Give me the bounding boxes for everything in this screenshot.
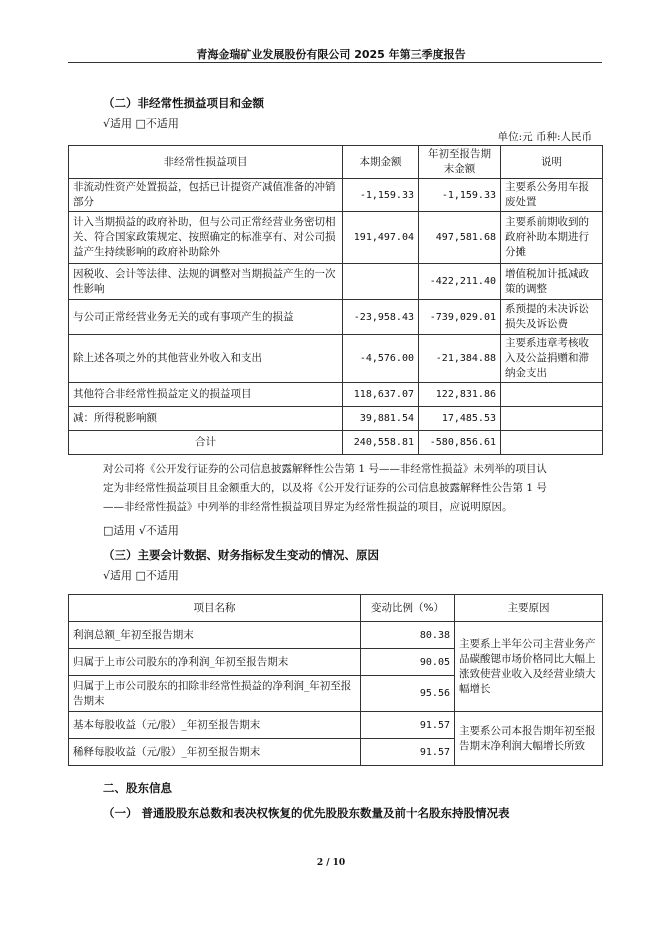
explanation-paragraph: 对公司将《公开发行证券的公司信息披露解释性公告第 1 号——非经常性损益》未列举的项目认 定为非经常性损益项目且金额重大的，以及将《公开发行证券的公司信息披露解释性公告第 1 号 ——非经常性损益》中列举的非经常性损益项目界定为经常性损益的项目，应说明原因。 [103, 463, 547, 513]
reason-cell-1: 主要系上半年公司主营业务产品碳酸锶市场价格同比大幅上涨致使营业收入及经营业绩大幅增长 [455, 622, 603, 712]
table-row: 利润总额_年初至报告期末 80.38 主要系上半年公司主营业务产品碳酸锶市场价格同比大幅上涨致使营业收入及经营业绩大幅增长 [69, 622, 603, 649]
nonrecurring-table [68, 145, 603, 455]
applicability-paragraph: □适用 √不适用 [103, 524, 179, 537]
section-title-changes: （三）主要会计数据、财务指标发生变动的情况、原因 [103, 548, 379, 562]
page-number: 2 / 10 [316, 858, 346, 868]
table-row: 与公司正常经营业务无关的或有事项产生的损益 -23,958.43 -739,029.01 系预提的未决诉讼损失及诉讼费 [69, 300, 603, 335]
table-row: 归属于上市公司股东的扣除非经常性损益的净利润_年初至报告期末 95.56 [69, 676, 603, 712]
table-row: 基本每股收益（元/股）_年初至报告期末 91.57 主要系公司本报告期年初至报告期末净利润大幅增长所致 [69, 712, 603, 739]
unit-label: 单位:元 币种:人民币 [497, 131, 592, 143]
col-header-current: 本期金额 [343, 146, 419, 179]
table-row: 计入当期损益的政府补助，但与公司正常经营业务密切相关、符合国家政策规定、按照确定的标准享有、对公司损益产生持续影响的政府补助除外 191,497.04 497,581.68 主要系前期收到的政府补助本期进行分摊 [69, 212, 603, 264]
table-row: 因税收、会计等法律、法规的调整对当期损益产生的一次性影响 -422,211.40 增值税加计抵减政策的调整 [69, 264, 603, 300]
section-subtitle-shareholders: （一） 普通股股东总数和表决权恢复的优先股股东数量及前十名股东持股情况表 [103, 806, 510, 820]
table-row: 减：所得税影响额 39,881.54 17,485.53 [69, 407, 603, 431]
col-header-note: 说明 [501, 146, 603, 179]
section-title-nonrecurring: （二）非经常性损益项目和金额 [103, 96, 264, 110]
col-header-ratio: 变动比例（%） [361, 595, 455, 622]
reason-cell-2: 主要系公司本报告期年初至报告期末净利润大幅增长所致 [455, 712, 603, 766]
table-row: 除上述各项之外的其他营业外收入和支出 -4,576.00 -21,384.88 主要系违章考核收入及公益捐赠和滞纳金支出 [69, 335, 603, 383]
page-header: 青海金瑞矿业发展股份有限公司 2025 年第三季度报告 [196, 48, 466, 61]
section-title-shareholders: 二、股东信息 [103, 781, 172, 795]
col-header-reason: 主要原因 [455, 595, 603, 622]
header-divider [68, 62, 602, 63]
applicability-nonrecurring: √适用 □不适用 [103, 117, 179, 130]
table-row: 归属于上市公司股东的净利润_年初至报告期末 90.05 [69, 649, 603, 676]
table-row: 稀释每股收益（元/股）_年初至报告期末 91.57 [69, 739, 603, 766]
col-header-ytd: 年初至报告期末金额 [419, 146, 501, 179]
col-header-item: 项目名称 [69, 595, 361, 622]
table-row: 其他符合非经常性损益定义的损益项目 118,637.07 122,831.86 [69, 383, 603, 407]
applicability-changes: √适用 □不适用 [103, 569, 179, 582]
col-header-item: 非经常性损益项目 [69, 146, 343, 179]
table-row: 非流动性资产处置损益，包括已计提资产减值准备的冲销部分 -1,159.33 -1,159.33 主要系公务用车报废处置 [69, 179, 603, 212]
table-total-row: 合计 240,558.81 -580,856.61 [69, 431, 603, 455]
changes-table [68, 594, 603, 766]
